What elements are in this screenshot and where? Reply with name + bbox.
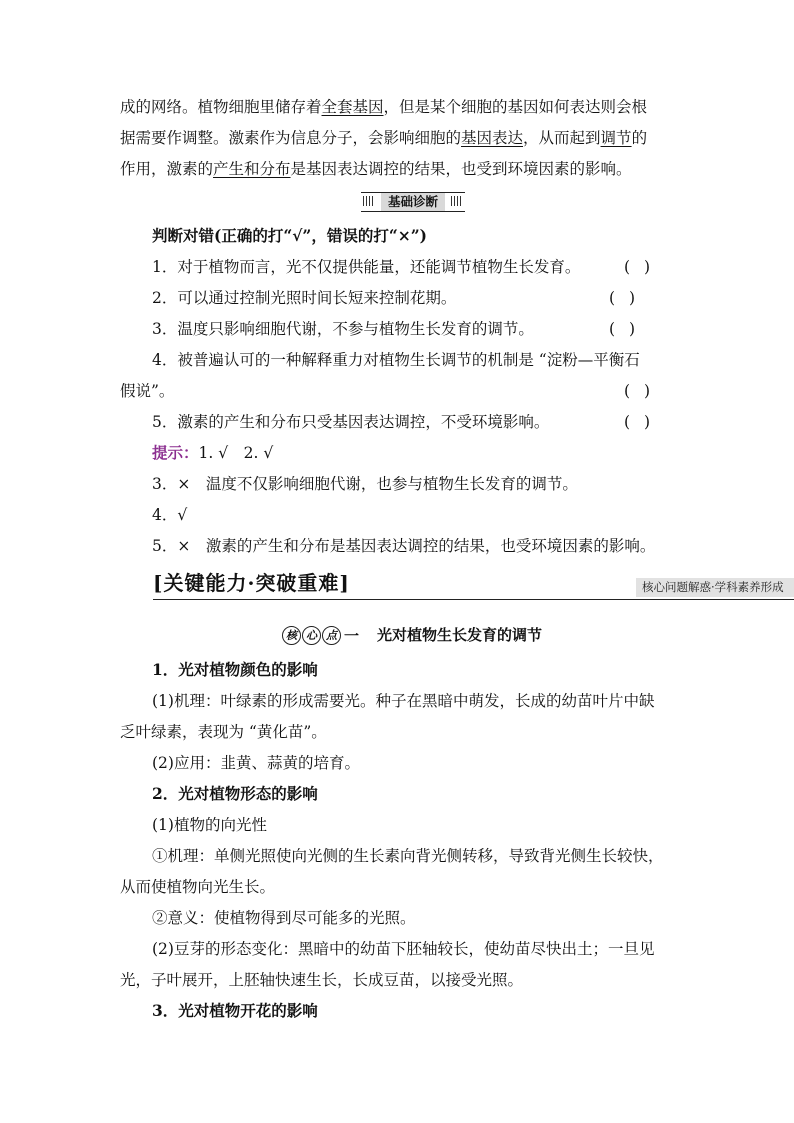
heading-light-form: 2．光对植物形态的影响 (152, 784, 318, 803)
answer-blank-1: () (624, 258, 665, 276)
underlined-term: 基因表达 (461, 129, 524, 147)
answer-blank-3: () (609, 320, 650, 338)
intro-line-1 (120, 97, 647, 117)
text: 的 (631, 129, 648, 147)
paragraph-line: (2)豆芽的形态变化：黑暗中的幼苗下胚轴较长，使幼苗尽快出土；一旦见 (152, 940, 655, 958)
text: 成的网络。植物细胞里储存着 (120, 98, 322, 116)
paragraph-line: ①机理：单侧光照使向光侧的生长素向背光侧转移，导致背光侧生长较快， (152, 847, 664, 865)
question-4-cont: 假说”。 (120, 382, 175, 400)
text: ，但是某个细胞的基因如何表达则会根 (383, 98, 648, 116)
hint-answer-5: 5．× 激素的产生和分布是基因表达调控的结果，也受环境因素的影响。 (152, 537, 656, 555)
paragraph-line: 乏叶绿素，表现为 “黄化苗”。 (120, 723, 327, 741)
question-4: 4．被普遍认可的一种解释重力对植物生长调节的机制是 “淀粉—平衡石 (152, 351, 640, 369)
hint-answer-4: 4．√ (152, 506, 188, 524)
judge-instruction: 判断对错(正确的打“√”，错误的打“×”) (152, 226, 428, 245)
question-1: 1．对于植物而言，光不仅提供能量，还能调节植物生长发育。 (152, 258, 581, 276)
underlined-term: 全套基因 (321, 98, 384, 116)
basic-diagnosis-banner (361, 192, 465, 212)
question-2: 2．可以通过控制光照时间长短来控制花期。 (152, 289, 457, 307)
intro-line-3 (120, 159, 632, 179)
heading-light-color: 1．光对植物颜色的影响 (152, 660, 318, 679)
heading-light-flowering: 3．光对植物开花的影响 (152, 1001, 318, 1020)
text: 作用，激素的 (120, 160, 214, 178)
paragraph-line: 从而使植物向光生长。 (120, 878, 276, 896)
question-5: 5．激素的产生和分布只受基因表达调控，不受环境影响。 (152, 413, 550, 431)
hint-line (152, 443, 273, 463)
banner-label: 基础诊断 (381, 193, 445, 211)
paragraph-line: 光，子叶展开，上胚轴快速生长，长成豆苗，以接受光照。 (120, 971, 524, 989)
badge-number: 一 (344, 626, 360, 645)
banner-ornament-left (363, 196, 375, 206)
text: 据需要作调整。激素作为信息分子，会影响细胞的 (120, 129, 462, 147)
badge-char: 核 (282, 626, 301, 645)
underlined-term: 调节 (600, 129, 632, 147)
intro-line-2 (120, 128, 647, 148)
section-divider (153, 599, 794, 600)
badge-char: 点 (322, 626, 341, 645)
underlined-term: 产生和分布 (213, 160, 291, 178)
answer-blank-2: () (609, 289, 650, 307)
answer-blank-5: () (624, 413, 665, 431)
banner-ornament-right (451, 196, 463, 206)
paragraph-line: (2)应用：韭黄、蒜黄的培育。 (152, 754, 360, 772)
text: 是基因表达调控的结果，也受到环境因素的影响。 (290, 160, 632, 178)
badge-char: 心 (302, 626, 321, 645)
text: ，从而起到 (523, 129, 601, 147)
core-point-badge (282, 624, 359, 646)
paragraph-line: (1)植物的向光性 (152, 816, 267, 834)
answer-blank-4: () (624, 382, 665, 400)
hint-answer-3: 3．× 温度不仅影响细胞代谢，也参与植物生长发育的调节。 (152, 475, 578, 493)
section-title: [关键能力·突破重难] (153, 571, 350, 595)
hint-label: 提示： (152, 443, 199, 462)
core-point-title: 光对植物生长发育的调节 (377, 626, 543, 644)
question-3: 3．温度只影响细胞代谢，不参与植物生长发育的调节。 (152, 320, 534, 338)
paragraph-line: ②意义：使植物得到尽可能多的光照。 (152, 909, 416, 927)
paragraph-line: (1)机理：叶绿素的形成需要光。种子在黑暗中萌发，长成的幼苗叶片中缺 (152, 692, 655, 710)
section-tag: 核心问题解惑·学科素养形成 (636, 578, 794, 597)
hint-answers-1-2: 1. √ 2. √ (198, 444, 274, 462)
